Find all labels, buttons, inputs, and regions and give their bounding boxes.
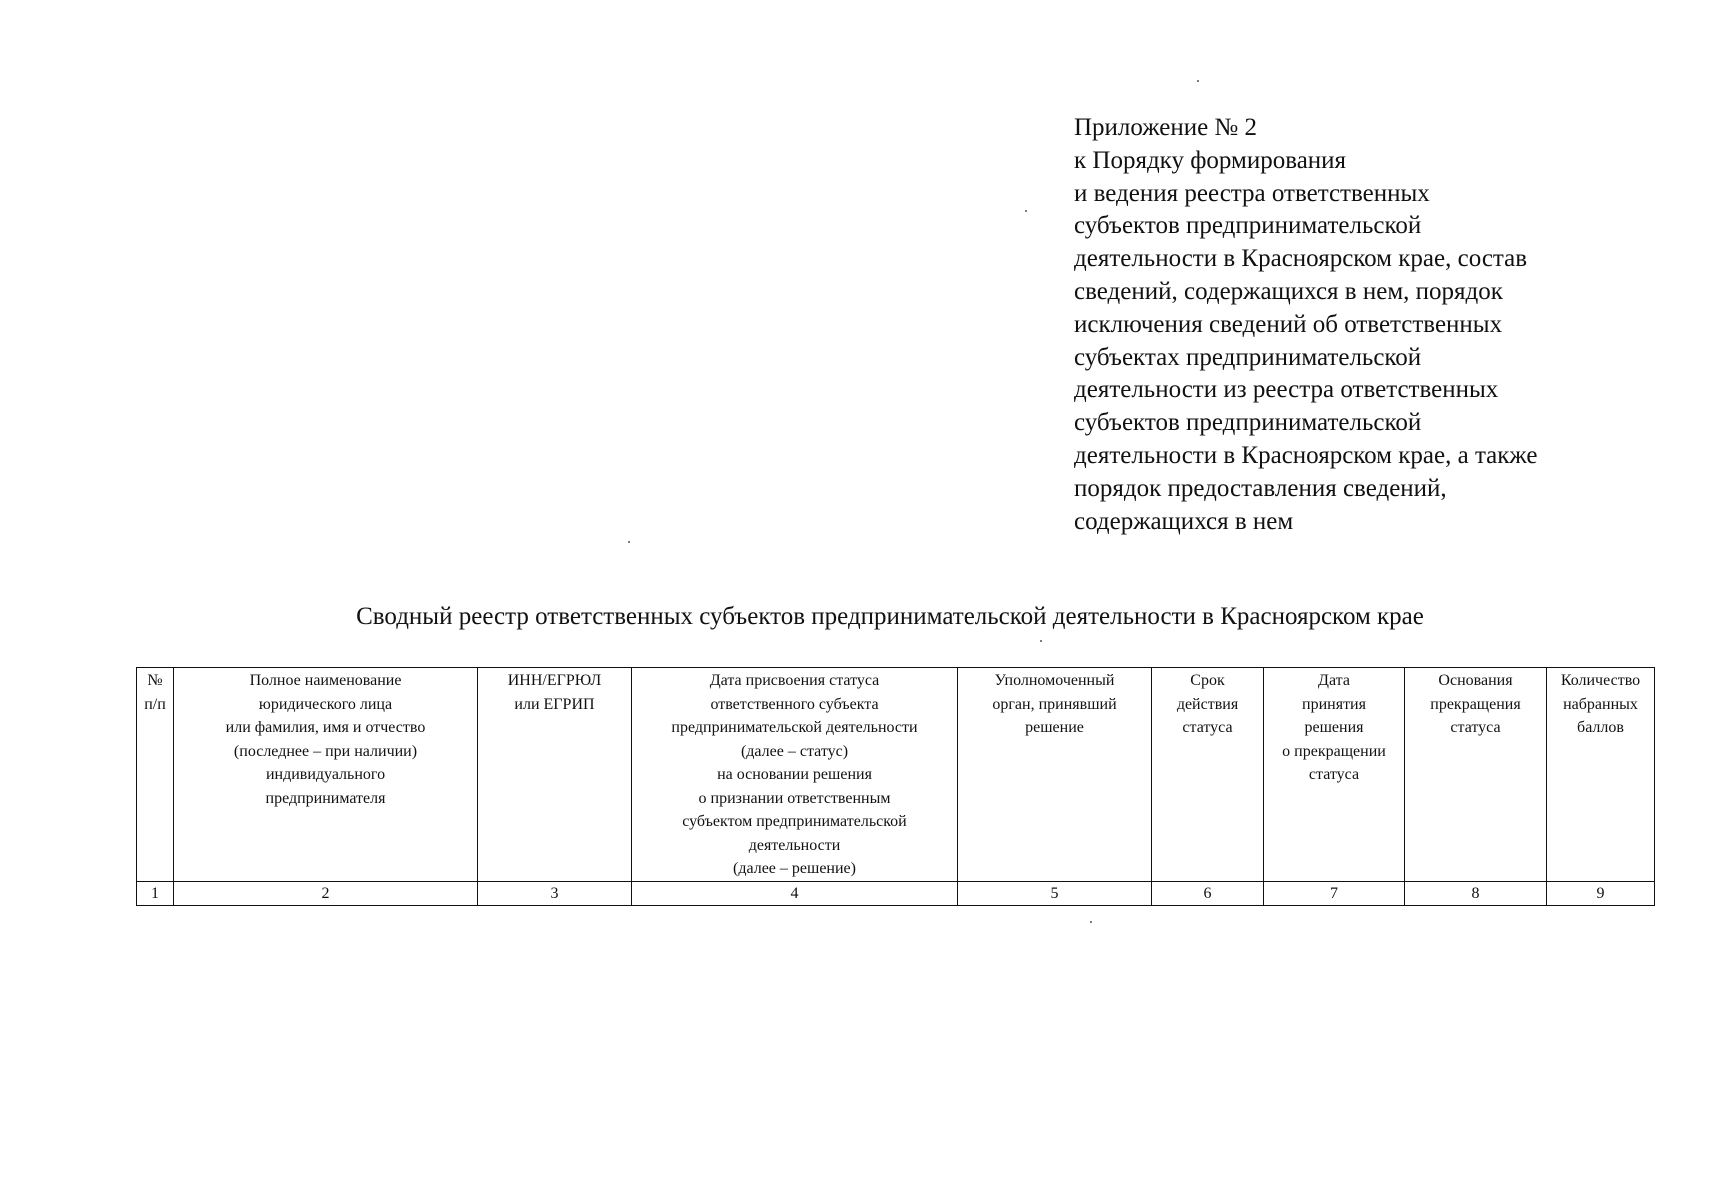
column-number-cell: 9 xyxy=(1547,881,1655,906)
header-score: Количество набранных баллов xyxy=(1547,668,1655,882)
header-inn: ИНН/ЕГРЮЛ или ЕГРИП xyxy=(478,668,632,882)
appendix-line: деятельности в Красноярском крае, а также xyxy=(1074,441,1538,469)
header-full-name: Полное наименование юридического лица или фамилия, имя и отчество (последнее – при наличии) индивидуального предпринимателя xyxy=(174,668,478,882)
appendix-line: Приложение № 2 xyxy=(1074,114,1258,141)
column-number-cell: 6 xyxy=(1152,881,1264,906)
appendix-line: к Порядку формирования xyxy=(1074,146,1347,174)
column-number-cell: 5 xyxy=(958,881,1152,906)
header-authority: Уполномоченный орган, принявший решение xyxy=(958,668,1152,882)
header-status-term: Срок действия статуса xyxy=(1152,668,1264,882)
appendix-line: содержащихся в нем xyxy=(1074,507,1294,535)
appendix-line: порядок предоставления сведений, xyxy=(1074,474,1447,502)
registry-table xyxy=(136,667,1655,906)
scan-speck xyxy=(1197,80,1199,82)
column-number-cell: 4 xyxy=(632,881,958,906)
appendix-line: деятельности из реестра ответственных xyxy=(1074,376,1499,404)
header-termination-date: Дата принятия решения о прекращении статуса xyxy=(1264,668,1405,882)
appendix-line: сведений, содержащихся в нем, порядок xyxy=(1074,277,1503,305)
document-title: Сводный реестр ответственных субъектов предпринимательской деятельности в Красноярском крае xyxy=(356,603,1424,630)
scan-speck xyxy=(1040,640,1042,642)
scan-speck xyxy=(1090,921,1092,923)
column-number-cell: 8 xyxy=(1405,881,1547,906)
column-number-cell: 1 xyxy=(137,881,174,906)
column-number-cell: 2 xyxy=(174,881,478,906)
appendix-line: деятельности в Красноярском крае, состав xyxy=(1074,245,1528,273)
appendix-line: субъектов предпринимательской xyxy=(1074,409,1422,437)
header-termination-grounds: Основания прекращения статуса xyxy=(1405,668,1547,882)
appendix-line: субъектов предпринимательской xyxy=(1074,212,1422,240)
header-status-date: Дата присвоения статуса ответственного субъекта предпринимательской деятельности (далее – статус) на основании решения о признании ответственным субъектом предпринимательской деятельности (далее – решение) xyxy=(632,668,958,882)
scan-speck xyxy=(628,541,630,543)
scan-speck xyxy=(1025,210,1027,212)
appendix-line: и ведения реестра ответственных xyxy=(1074,179,1430,207)
appendix-block xyxy=(1074,112,1674,538)
appendix-line: субъектах предпринимательской xyxy=(1074,343,1422,371)
column-number-cell: 7 xyxy=(1264,881,1405,906)
header-number: № п/п xyxy=(137,668,174,882)
column-number-cell: 3 xyxy=(478,881,632,906)
table-header-row xyxy=(137,668,1655,882)
column-number-row xyxy=(137,881,1655,906)
appendix-line: исключения сведений об ответственных xyxy=(1074,310,1503,338)
